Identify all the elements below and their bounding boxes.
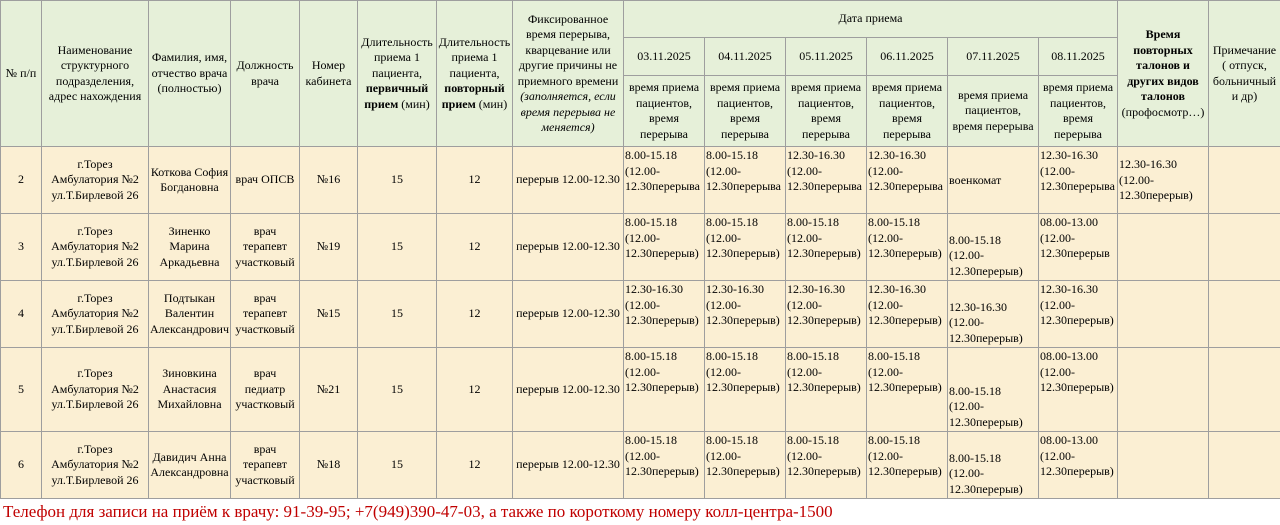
row-note — [1209, 281, 1280, 348]
row-unit: г.Торез Амбулатория №2 ул.Т.Бирлевой 26 — [42, 147, 149, 214]
row-slot: 8.00-15.18 (12.00-12.30перерыв) — [624, 432, 705, 499]
row-repeat-talons — [1118, 432, 1209, 499]
header-slot-label: время приема пациентов, время перерыва — [867, 76, 948, 147]
row-num: 6 — [1, 432, 42, 499]
row-slot: 12.30-16.30 (12.00-12.30перерыва — [1039, 147, 1118, 214]
row-doctor-name: Зиновкина Анастасия Михайловна — [149, 348, 231, 432]
table-row — [1, 147, 1280, 214]
header-position: Должность врача — [231, 1, 300, 147]
row-slot: 12.30-16.30 (12.00-12.30перерыв) — [867, 281, 948, 348]
row-primary-duration: 15 — [358, 432, 437, 499]
row-break: перерыв 12.00-12.30 — [513, 348, 624, 432]
row-slot: 8.00-15.18 (12.00-12.30перерыв) — [948, 214, 1039, 281]
row-repeat-duration: 12 — [437, 432, 513, 499]
header-repeat-talons — [1118, 1, 1209, 147]
header-slot-label: время приема пациентов, время перерыва — [786, 76, 867, 147]
header-repeat-duration — [437, 1, 513, 147]
header-slot-label: время приема пациентов, время перерыва — [948, 76, 1039, 147]
header-break — [513, 1, 624, 147]
header-repeat-talons-note: (профосмотр…) — [1121, 104, 1205, 119]
row-unit: г.Торез Амбулатория №2 ул.Т.Бирлевой 26 — [42, 281, 149, 348]
booking-phone-footer: Телефон для записи на приём к врачу: 91-39-95; +7(949)390-47-03, а также по короткому номеру колл-центра-1500 — [3, 502, 833, 521]
header-repeat-bold: повторный прием — [441, 81, 505, 111]
row-primary-duration: 15 — [358, 348, 437, 432]
header-break-note: (заполняется, если время перерыва не меняется) — [520, 89, 616, 134]
header-date-group: Дата приема — [624, 1, 1118, 38]
row-slot: 8.00-15.18 (12.00-12.30перерыв) — [786, 348, 867, 432]
row-slot: 8.00-15.18 (12.00-12.30перерыва — [705, 147, 786, 214]
row-slot: 12.30-16.30 (12.00-12.30перерыв) — [705, 281, 786, 348]
row-slot: 8.00-15.18 (12.00-12.30перерыв) — [948, 432, 1039, 499]
row-slot: 08.00-13.00 (12.00-12.30перерыв — [1039, 214, 1118, 281]
row-doctor-name: Давидич Анна Александровна — [149, 432, 231, 499]
row-unit: г.Торез Амбулатория №2 ул.Т.Бирлевой 26 — [42, 348, 149, 432]
row-note — [1209, 432, 1280, 499]
row-slot: 8.00-15.18 (12.00-12.30перерыв) — [867, 432, 948, 499]
row-position: врач терапевт участковый — [231, 432, 300, 499]
row-doctor-name: Зиненко Марина Аркадьевна — [149, 214, 231, 281]
header-date: 08.11.2025 — [1039, 38, 1118, 76]
table-row — [1, 348, 1280, 432]
row-repeat-duration: 12 — [437, 348, 513, 432]
row-repeat-talons — [1118, 214, 1209, 281]
row-break: перерыв 12.00-12.30 — [513, 214, 624, 281]
row-break: перерыв 12.00-12.30 — [513, 281, 624, 348]
row-slot: 8.00-15.18 (12.00-12.30перерыв) — [705, 348, 786, 432]
row-room: №19 — [300, 214, 358, 281]
header-break-text: Фиксированное время перерыва, кварцевание или другие причины не приемного времени — [517, 11, 619, 88]
row-slot: 8.00-15.18 (12.00-12.30перерыв) — [867, 348, 948, 432]
row-repeat-duration: 12 — [437, 214, 513, 281]
header-repeat-talons-bold: Время повторных талонов и других видов талонов — [1127, 27, 1199, 103]
row-unit: г.Торез Амбулатория №2 ул.Т.Бирлевой 26 — [42, 432, 149, 499]
row-doctor-name: Подтыкан Валентин Александрович — [149, 281, 231, 348]
row-repeat-duration: 12 — [437, 281, 513, 348]
table-row — [1, 432, 1280, 499]
header-name: Фамилия, имя, отчество врача (полностью) — [149, 1, 231, 147]
row-slot: 8.00-15.18 (12.00-12.30перерыв) — [705, 214, 786, 281]
row-num: 4 — [1, 281, 42, 348]
row-room: №18 — [300, 432, 358, 499]
row-slot: 8.00-15.18 (12.00-12.30перерыв) — [786, 214, 867, 281]
row-slot: 8.00-15.18 (12.00-12.30перерыв) — [786, 432, 867, 499]
row-slot: 12.30-16.30 (12.00-12.30перерыв) — [1039, 281, 1118, 348]
header-primary-unit: (мин) — [401, 96, 430, 111]
table-header — [1, 1, 1280, 147]
row-repeat-talons — [1118, 348, 1209, 432]
row-slot: 12.30-16.30 (12.00-12.30перерыва — [867, 147, 948, 214]
row-slot: 8.00-15.18 (12.00-12.30перерыв) — [624, 348, 705, 432]
header-repeat-unit: (мин) — [478, 96, 508, 111]
row-slot: военкомат — [948, 147, 1039, 214]
row-doctor-name: Коткова София Богдановна — [149, 147, 231, 214]
row-position: врач педиатр участковый — [231, 348, 300, 432]
row-position: врач терапевт участковый — [231, 281, 300, 348]
row-break: перерыв 12.00-12.30 — [513, 432, 624, 499]
table-row — [1, 214, 1280, 281]
header-date: 05.11.2025 — [786, 38, 867, 76]
row-slot: 12.30-16.30 (12.00-12.30перерыва — [786, 147, 867, 214]
row-position: врач ОПСВ — [231, 147, 300, 214]
table-row — [1, 281, 1280, 348]
row-slot: 12.30-16.30 (12.00-12.30перерыв) — [786, 281, 867, 348]
row-num: 2 — [1, 147, 42, 214]
header-date: 03.11.2025 — [624, 38, 705, 76]
row-slot: 8.00-15.18 (12.00-12.30перерыв) — [867, 214, 948, 281]
row-repeat-talons — [1118, 281, 1209, 348]
row-slot: 8.00-15.18 (12.00-12.30перерыв) — [624, 214, 705, 281]
header-date: 06.11.2025 — [867, 38, 948, 76]
row-num: 5 — [1, 348, 42, 432]
header-room: Номер кабинета — [300, 1, 358, 147]
header-primary-duration — [358, 1, 437, 147]
row-num: 3 — [1, 214, 42, 281]
row-room: №16 — [300, 147, 358, 214]
header-primary-text: Длительность приема 1 пациента, — [361, 34, 433, 80]
header-slot-label: время приема пациентов, время перерыва — [624, 76, 705, 147]
header-slot-label: время приема пациентов, время перерыва — [705, 76, 786, 147]
row-slot: 8.00-15.18 (12.00-12.30перерыв) — [705, 432, 786, 499]
header-note: Примечание ( отпуск, больничный и др) — [1209, 1, 1280, 147]
row-slot: 12.30-16.30 (12.00-12.30перерыв) — [624, 281, 705, 348]
row-note — [1209, 147, 1280, 214]
row-primary-duration: 15 — [358, 214, 437, 281]
row-slot: 8.00-15.18 (12.00-12.30перерыв) — [948, 348, 1039, 432]
row-room: №21 — [300, 348, 358, 432]
row-primary-duration: 15 — [358, 147, 437, 214]
row-note — [1209, 348, 1280, 432]
row-unit: г.Торез Амбулатория №2 ул.Т.Бирлевой 26 — [42, 214, 149, 281]
row-slot: 08.00-13.00 (12.00-12.30перерыв) — [1039, 432, 1118, 499]
row-slot: 8.00-15.18 (12.00-12.30перерыва — [624, 147, 705, 214]
row-position: врач терапевт участковый — [231, 214, 300, 281]
row-repeat-duration: 12 — [437, 147, 513, 214]
header-repeat-text: Длительность приема 1 пациента, — [438, 34, 511, 80]
header-slot-label: время приема пациентов, время перерыва — [1039, 76, 1118, 147]
row-break: перерыв 12.00-12.30 — [513, 147, 624, 214]
row-room: №15 — [300, 281, 358, 348]
row-note — [1209, 214, 1280, 281]
header-date: 07.11.2025 — [948, 38, 1039, 76]
header-unit: Наименование структурного подразделения, адрес нахождения — [42, 1, 149, 147]
row-slot: 08.00-13.00 (12.00-12.30перерыв) — [1039, 348, 1118, 432]
header-date: 04.11.2025 — [705, 38, 786, 76]
row-slot: 12.30-16.30 (12.00-12.30перерыв) — [948, 281, 1039, 348]
header-num: № п/п — [1, 1, 42, 147]
row-repeat-talons: 12.30-16.30 (12.00-12.30перерыв) — [1118, 147, 1209, 214]
row-primary-duration: 15 — [358, 281, 437, 348]
header-primary-bold: первичный прием — [364, 81, 429, 111]
table-body — [1, 147, 1280, 499]
